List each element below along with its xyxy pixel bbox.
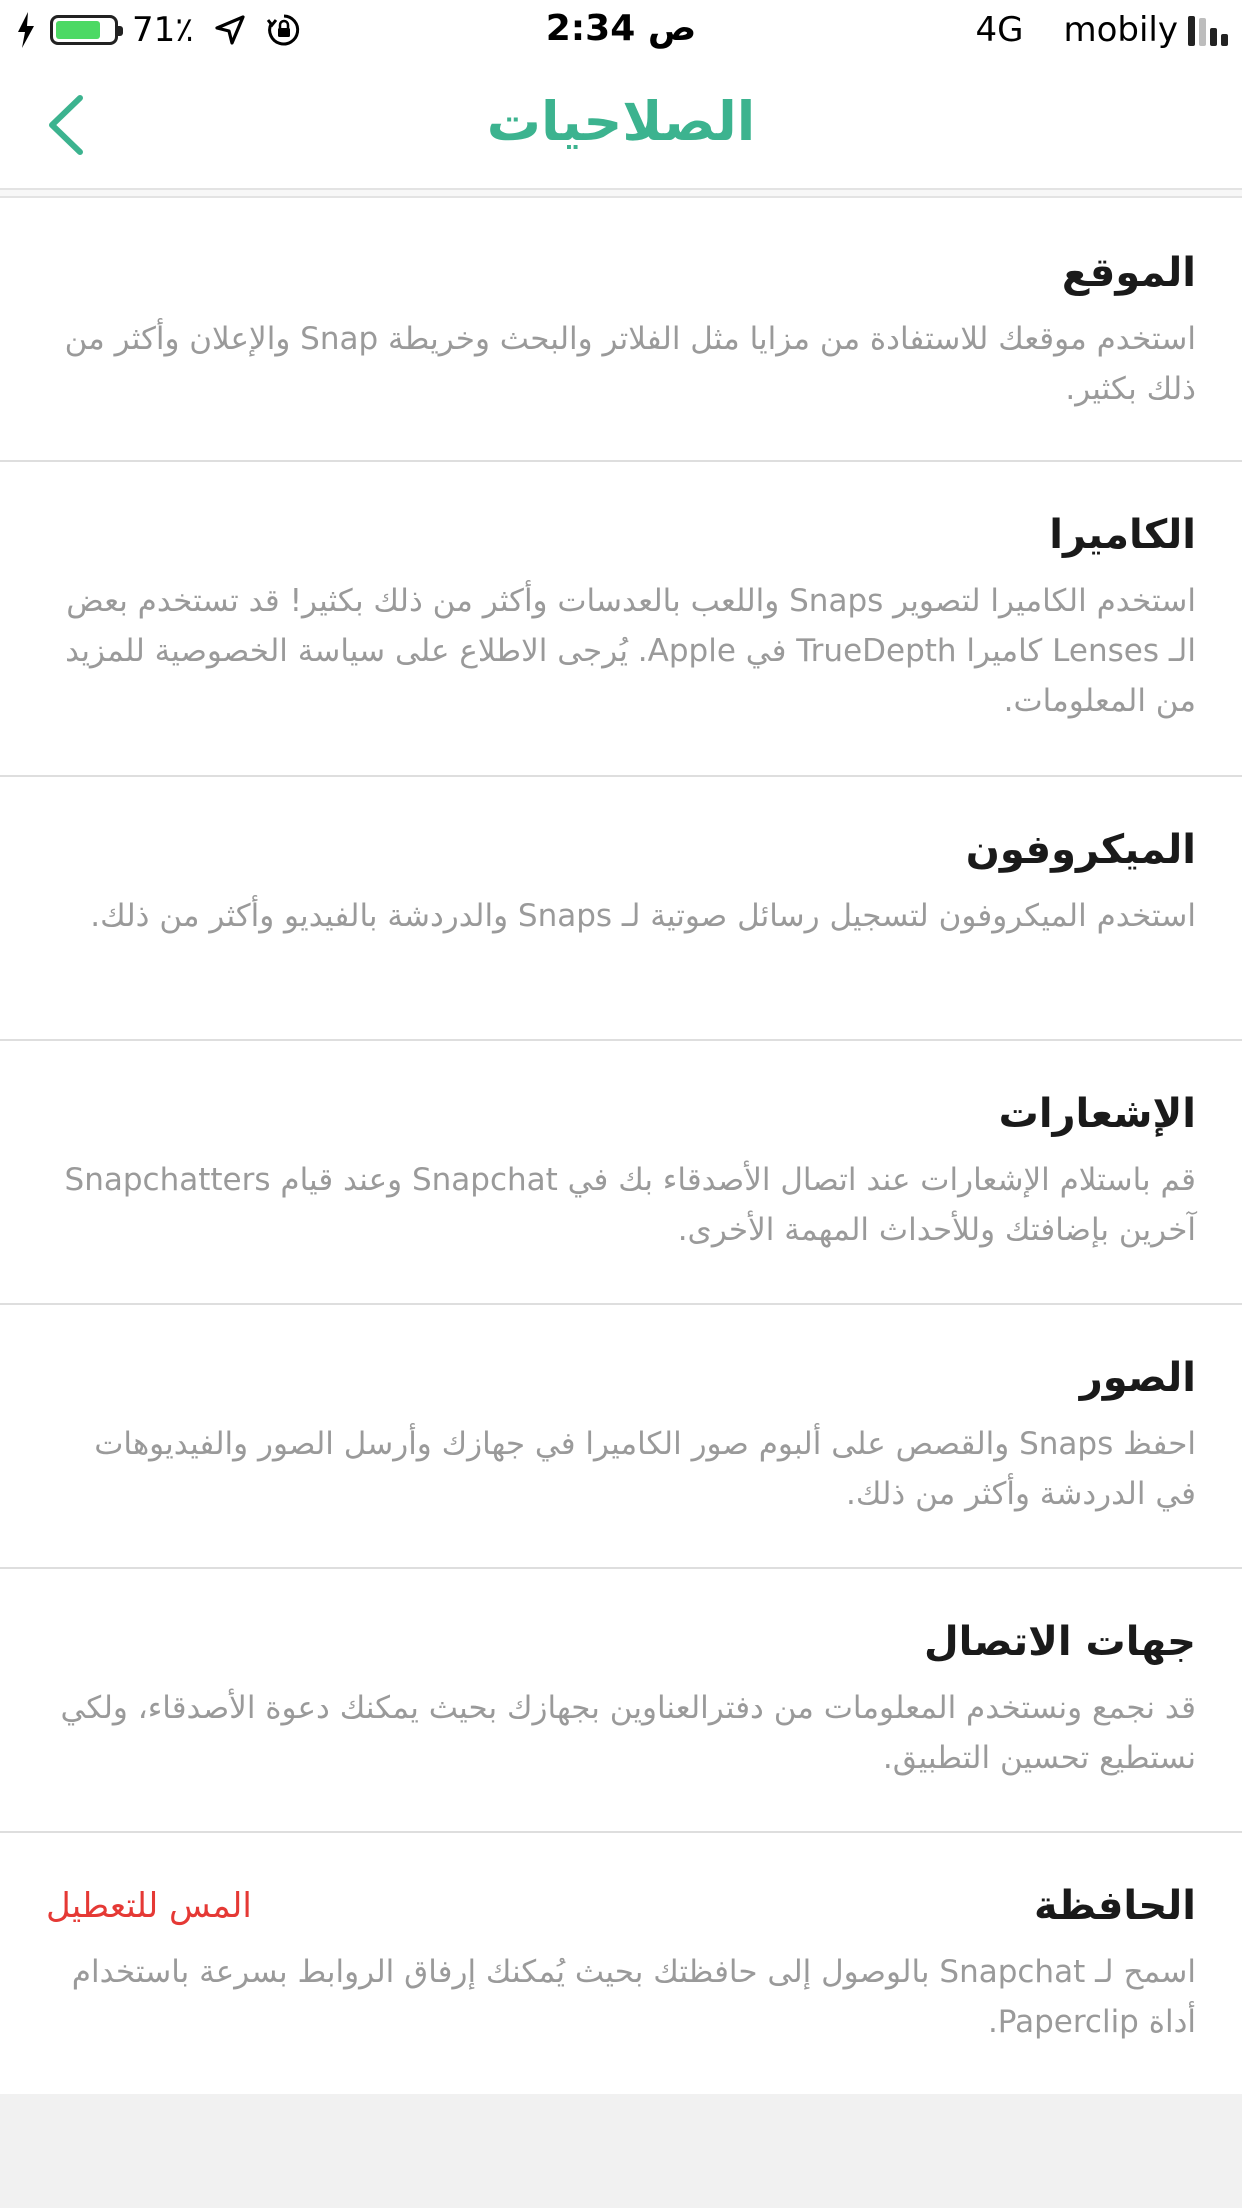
permission-title: الإشعارات [998,1091,1196,1137]
permission-item-notifications[interactable] [0,1041,1242,1305]
status-right-group [975,10,1228,50]
permission-title: الموقع [1061,250,1196,296]
status-time: 2:34 ص [545,8,697,49]
header-divider [0,188,1242,198]
permission-title: الصور [1079,1355,1196,1401]
permission-description: قم باستلام الإشعارات عند اتصال الأصدقاء بك في Snapchat وعند قيام Snapchatters آخرين بإضافتك وللأحداث المهمة الأخرى. [64,1162,1196,1248]
status-bar [0,0,1242,62]
permission-description: قد نجمع ونستخدم المعلومات من دفترالعناوين بجهازك بحيث يمكنك دعوة الأصدقاء، ولكي نستطيع تحسين التطبيق. [60,1690,1196,1776]
permission-item-microphone[interactable] [0,777,1242,1041]
permission-title: الكاميرا [1049,512,1196,558]
bottom-empty-area [0,2094,1242,2208]
permissions-list [0,198,1242,2098]
permission-item-photos[interactable] [0,1305,1242,1569]
battery-percent: 71٪ [132,10,194,50]
permission-item-clipboard[interactable] [0,1833,1242,2098]
permission-description: استخدم الكاميرا لتصوير Snaps واللعب بالعدسات وأكثر من ذلك بكثير! قد تستخدم بعض الـ Lenses كاميرا TrueDepth في Apple. يُرجى الاطلاع على سياسة الخصوصية للمزيد من المعلومات. [65,583,1196,719]
navigation-bar [0,62,1242,188]
permission-description: استخدم الميكروفون لتسجيل رسائل صوتية لـ Snaps والدردشة بالفيديو وأكثر من ذلك. [90,898,1196,934]
page-title: الصلاحيات [486,90,756,153]
permission-item-contacts[interactable] [0,1569,1242,1833]
permission-title: الميكروفون [965,827,1196,873]
permission-item-camera[interactable] [0,462,1242,777]
permission-item-location[interactable] [0,198,1242,462]
signal-bars-icon [1188,14,1228,46]
network-type: 4G [975,10,1024,50]
permission-title: جهات الاتصال [923,1619,1196,1665]
permission-description: اسمح لـ Snapchat بالوصول إلى حافظتك بحيث يُمكنك إرفاق الروابط بسرعة باستخدام أداة Paperclip. [71,1954,1196,2040]
disable-clipboard-button[interactable]: المس للتعطيل [46,1886,252,1926]
permission-description: احفظ Snaps والقصص على ألبوم صور الكاميرا في جهازك وأرسل الصور والفيديوهات في الدردشة وأكثر من ذلك. [94,1426,1196,1512]
permission-description: استخدم موقعك للاستفادة من مزايا مثل الفلاتر والبحث وخريطة Snap والإعلان وأكثر من ذلك بكثير. [64,321,1196,407]
carrier-name: mobily [1063,10,1178,50]
permission-title: الحافظة [1034,1883,1196,1929]
